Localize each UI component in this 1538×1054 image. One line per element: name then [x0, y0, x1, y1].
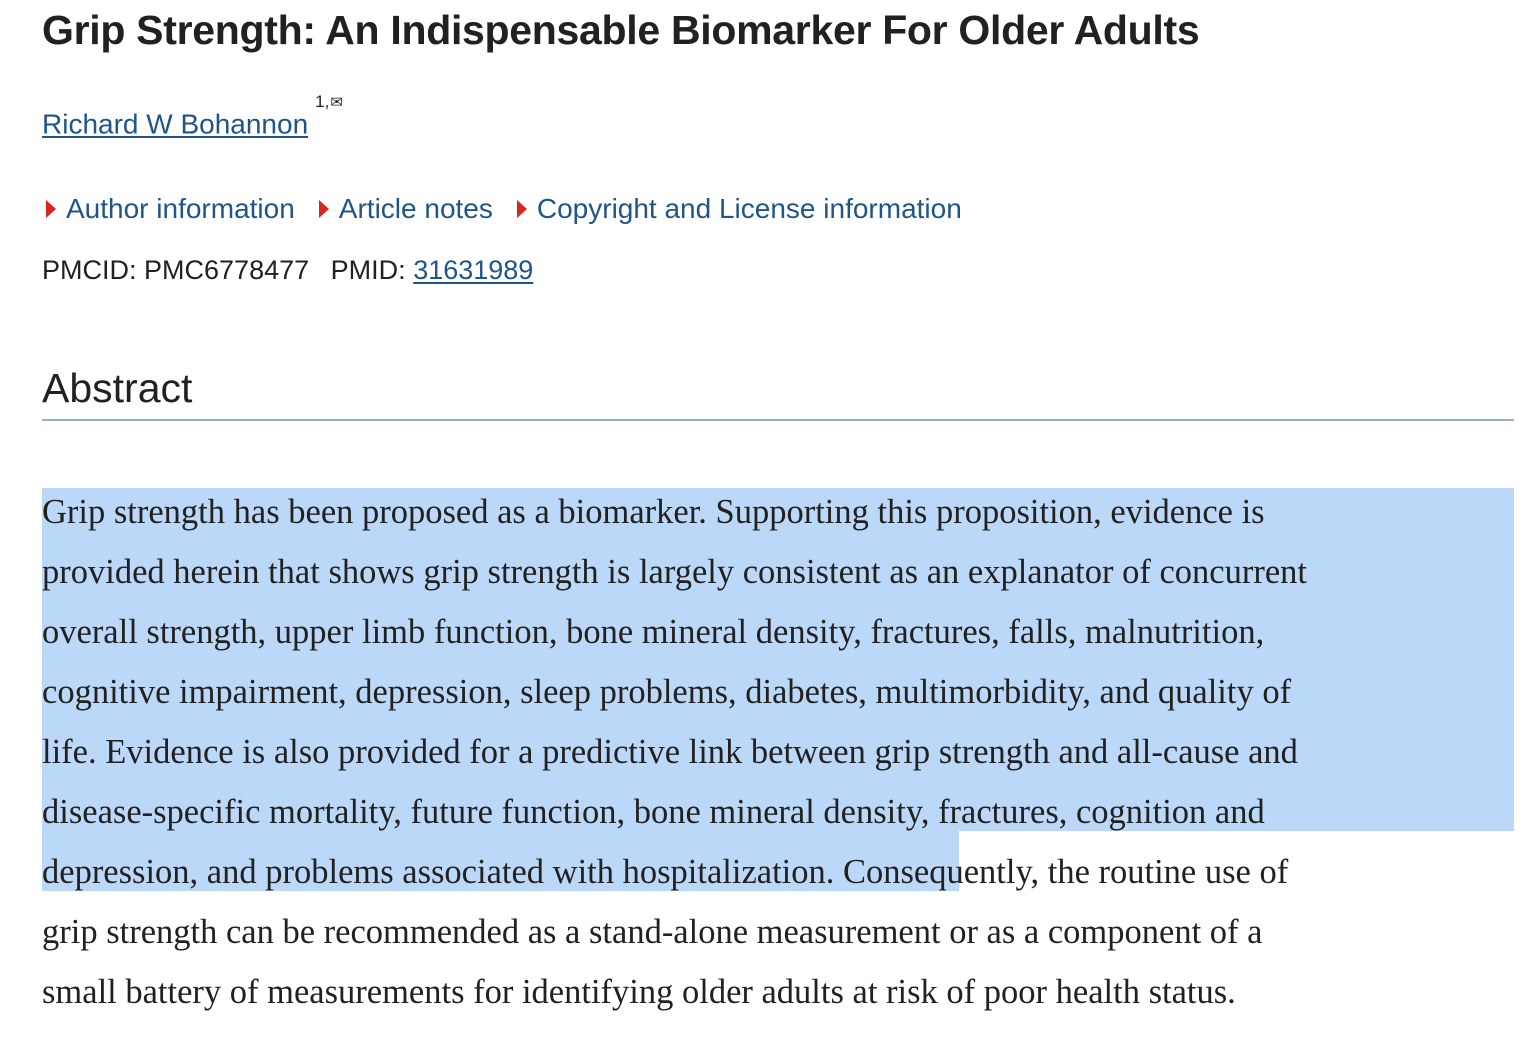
author-link[interactable]: Richard W Bohannon [42, 108, 309, 140]
affiliation-marker[interactable] [315, 92, 343, 111]
article-info-links [42, 189, 982, 229]
pmid-label: PMID: [330, 255, 406, 285]
author-information-toggle[interactable] [42, 189, 295, 229]
abstract-line: depression, and problems associated with hospitalization. Consequently, the routine use of [42, 853, 1289, 891]
author-information-label[interactable]: Author information [66, 193, 295, 224]
abstract-line: overall strength, upper limb function, bone mineral density, fractures, falls, malnutrition, [42, 613, 1265, 651]
article-notes-label[interactable]: Article notes [338, 193, 493, 224]
mail-icon[interactable]: ✉ [330, 94, 343, 111]
copyright-license-label[interactable]: Copyright and License information [536, 193, 962, 224]
copyright-license-toggle[interactable] [513, 189, 962, 229]
abstract-line: life. Evidence is also provided for a predictive link between grip strength and all-cause and [42, 733, 1298, 771]
abstract-line: disease-specific mortality, future function, bone mineral density, fractures, cognition and [42, 793, 1265, 831]
abstract-line: grip strength can be recommended as a stand-alone measurement or as a component of a [42, 913, 1263, 951]
pmcid-label: PMCID: [42, 255, 137, 285]
expand-triangle-icon [319, 200, 329, 218]
author-list [42, 92, 343, 144]
section-divider [42, 419, 1514, 421]
article-identifiers [42, 250, 533, 290]
expand-triangle-icon [46, 200, 56, 218]
abstract-line: cognitive impairment, depression, sleep problems, diabetes, multimorbidity, and quality of [42, 673, 1292, 711]
abstract-heading: Abstract [42, 365, 193, 411]
article-title: Grip Strength: An Indispensable Biomarker For Older Adults [42, 7, 1200, 53]
abstract-line: small battery of measurements for identifying older adults at risk of poor health status. [42, 973, 1236, 1011]
pmcid-value: PMC6778477 [144, 255, 310, 285]
article-notes-toggle[interactable] [315, 189, 493, 229]
abstract-line: Grip strength has been proposed as a biomarker. Supporting this proposition, evidence is [42, 493, 1265, 531]
abstract-line: provided herein that shows grip strength is largely consistent as an explanator of concurrent [42, 553, 1307, 591]
expand-triangle-icon [517, 200, 527, 218]
pmid-link[interactable]: 31631989 [413, 255, 534, 285]
affiliation-number[interactable]: 1, [315, 92, 330, 111]
